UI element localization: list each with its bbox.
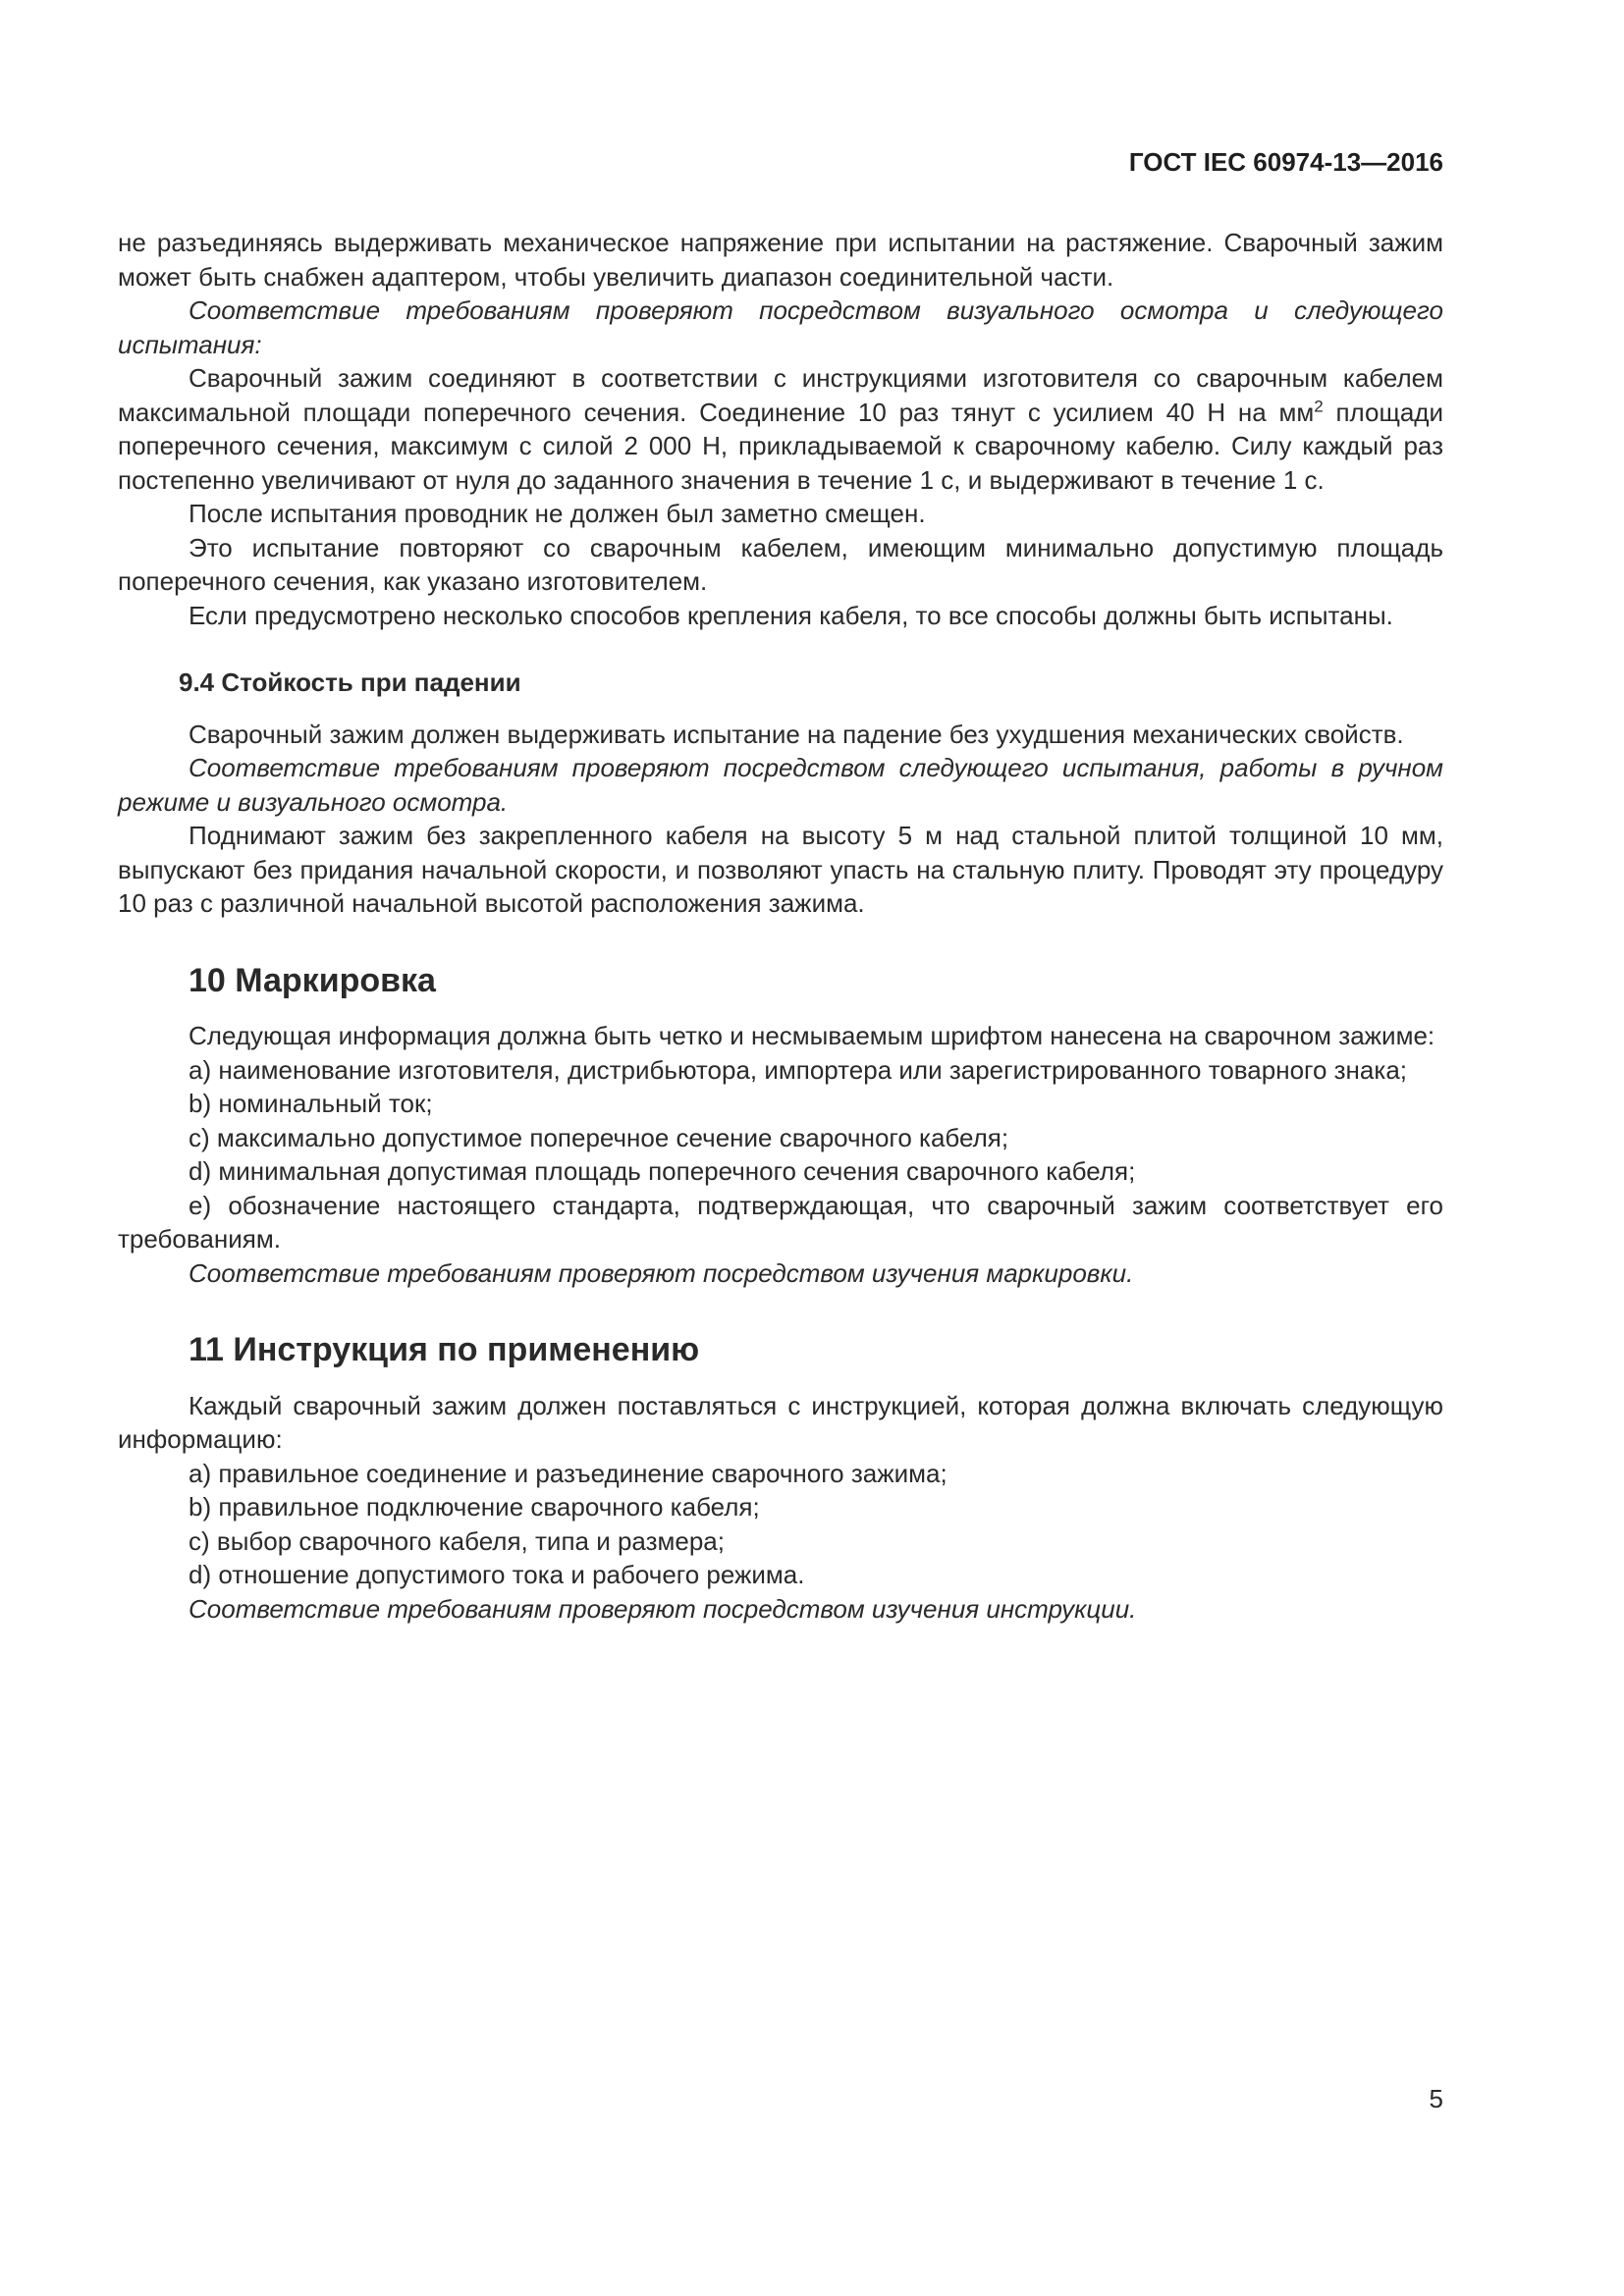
compliance-paragraph: Соответствие требованиям проверяют посредством изучения инструкции. xyxy=(189,1593,1137,1624)
paragraph: Это испытание повторяют со сварочным кабелем, имеющим минимально допустимую площадь поперечного сечения, как указано изготовителем. xyxy=(118,532,1443,596)
list-item: b) правильное подключение сварочного кабеля; xyxy=(189,1492,760,1522)
paragraph-text: площади поперечного сечения, максимум с силой 2 000 Н, прикладываемой к сварочному кабелю. Силу каждый раз постепенно увеличивают от нуля до заданного значения в течение 1 с, и выдерживают в течение 1 с. xyxy=(118,397,1443,495)
compliance-paragraph: Соответствие требованиям проверяют посредством визуального осмотра и следующего испытания: xyxy=(118,295,1443,359)
paragraph: не разъединяясь выдерживать механическое напряжение при испытании на растяжение. Сварочный зажим может быть снабжен адаптером, чтобы увеличить диапазон соединительной части. xyxy=(118,228,1443,292)
list-item: b) номинальный ток; xyxy=(189,1089,433,1118)
compliance-paragraph: Соответствие требованиям проверяют посредством изучения маркировки. xyxy=(189,1257,1134,1288)
list-item: c) выбор сварочного кабеля, типа и размера; xyxy=(189,1525,725,1556)
paragraph-text: Сварочный зажим соединяют в соответствии с инструкциями изготовителя со сварочным кабелем максимальной площади поперечного сечения. Соединение 10 раз тянут с усилием 40 Н на мм xyxy=(118,363,1443,427)
list-item: e) обозначение настоящего стандарта, подтверждающая, что сварочный зажим соответствует его требованиям. xyxy=(118,1190,1443,1254)
subsection-heading-9-4: 9.4 Стойкость при падении xyxy=(179,667,521,697)
section-heading-10: 10 Маркировка xyxy=(189,961,436,999)
page-number: 5 xyxy=(1429,2084,1443,2113)
paragraph: Следующая информация должна быть четко и несмываемым шрифтом нанесена на сварочном зажиме: xyxy=(189,1021,1435,1050)
list-item: d) минимальная допустимая площадь поперечного сечения сварочного кабеля; xyxy=(189,1156,1136,1186)
superscript: 2 xyxy=(1314,396,1324,415)
paragraph: Сварочный зажим должен выдерживать испытание на падение без ухудшения механических свойств. xyxy=(189,719,1404,749)
compliance-paragraph: Соответствие требованиям проверяют посредством следующего испытания, работы в ручном режиме и визуального осмотра. xyxy=(118,753,1443,817)
list-item: d) отношение допустимого тока и рабочего режима. xyxy=(189,1560,805,1589)
list-item: c) максимально допустимое поперечное сечение сварочного кабеля; xyxy=(189,1122,1009,1152)
document-body xyxy=(118,226,1443,1626)
paragraph: Каждый сварочный зажим должен поставляться с инструкцией, которая должна включать следующую информацию: xyxy=(118,1390,1443,1454)
list-item: a) наименование изготовителя, дистрибьютора, импортера или зарегистрированного товарного знака; xyxy=(189,1054,1408,1085)
paragraph: После испытания проводник не должен был заметно смещен. xyxy=(189,499,926,528)
section-heading-11: 11 Инструкция по применению xyxy=(189,1331,700,1368)
paragraph: Если предусмотрено несколько способов крепления кабеля, то все способы должны быть испытаны. xyxy=(189,600,1393,630)
paragraph xyxy=(118,361,1443,497)
paragraph: Поднимают зажим без закрепленного кабеля на высоту 5 м над стальной плитой толщиной 10 мм, выпускают без придания начальной скорости, и позволяют упасть на стальную плиту. Проводят эту процедуру 10 раз с различной начальной высотой расположения зажима. xyxy=(118,821,1443,918)
document-code-header: ГОСТ IEC 60974-13—2016 xyxy=(1128,147,1443,177)
list-item: a) правильное соединение и разъединение сварочного зажима; xyxy=(189,1458,947,1488)
